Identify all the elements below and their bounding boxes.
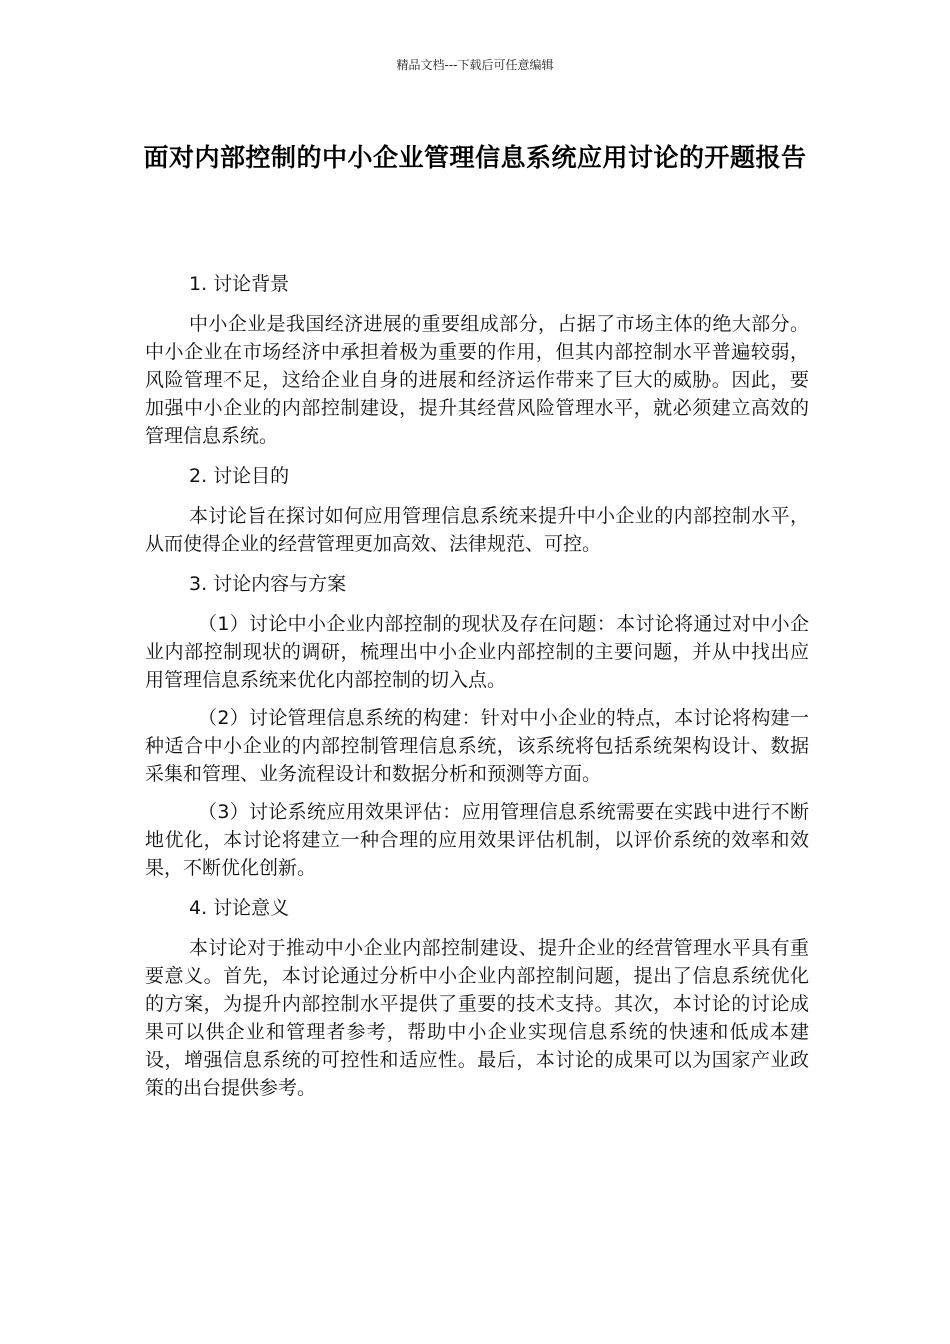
section-heading: 1. 讨论背景 — [189, 273, 290, 295]
section-heading: 2. 讨论目的 — [189, 465, 290, 487]
section-purpose — [145, 460, 809, 558]
paragraph: （2）讨论管理信息系统的构建：针对中小企业的特点，本讨论将构建一种适合中小企业的内部控制管理信息系统，该系统将包括系统架构设计、数据采集和管理、业务流程设计和数据分析和预测等方面。 — [145, 707, 809, 785]
paragraph: 本讨论旨在探讨如何应用管理信息系统来提升中小企业的内部控制水平，从而使得企业的经营管理更加高效、法律规范、可控。 — [145, 505, 809, 555]
document-title: 面对内部控制的中小企业管理信息系统应用讨论的开题报告 — [143, 143, 807, 172]
section-background — [145, 268, 809, 450]
paragraph: 中小企业是我国经济进展的重要组成部分，占据了市场主体的绝大部分。中小企业在市场经济中承担着极为重要的作用，但其内部控制水平普遍较弱，风险管理不足，这给企业自身的进展和经济运作带来了巨大的威胁。因此，要加强中小企业的内部控制建设，提升其经营风险管理水平，就必须建立高效的管理信息系统。 — [145, 313, 809, 447]
document-body — [145, 268, 809, 1112]
section-significance — [145, 892, 809, 1102]
page-header: 精品文档---下载后可任意编辑 — [396, 58, 554, 72]
section-heading: 3. 讨论内容与方案 — [189, 573, 347, 595]
paragraph: （3）讨论系统应用效果评估：应用管理信息系统需要在实践中进行不断地优化，本讨论将建立一种合理的应用效果评估机制，以评价系统的效率和效果，不断优化创新。 — [145, 801, 809, 879]
paragraph: 本讨论对于推动中小企业内部控制建设、提升企业的经营管理水平具有重要意义。首先，本讨论通过分析中小企业内部控制问题，提出了信息系统优化的方案，为提升内部控制水平提供了重要的技术支持。其次，本讨论的讨论成果可以供企业和管理者参考，帮助中小企业实现信息系统的快速和低成本建设，增强信息系统的可控性和适应性。最后，本讨论的成果可以为国家产业政策的出台提供参考。 — [145, 937, 809, 1099]
section-heading: 4. 讨论意义 — [189, 897, 290, 919]
paragraph: （1）讨论中小企业内部控制的现状及存在问题：本讨论将通过对中小企业内部控制现状的调研，梳理出中小企业内部控制的主要问题，并从中找出应用管理信息系统来优化内部控制的切入点。 — [145, 613, 809, 691]
section-content-plan — [145, 568, 809, 882]
